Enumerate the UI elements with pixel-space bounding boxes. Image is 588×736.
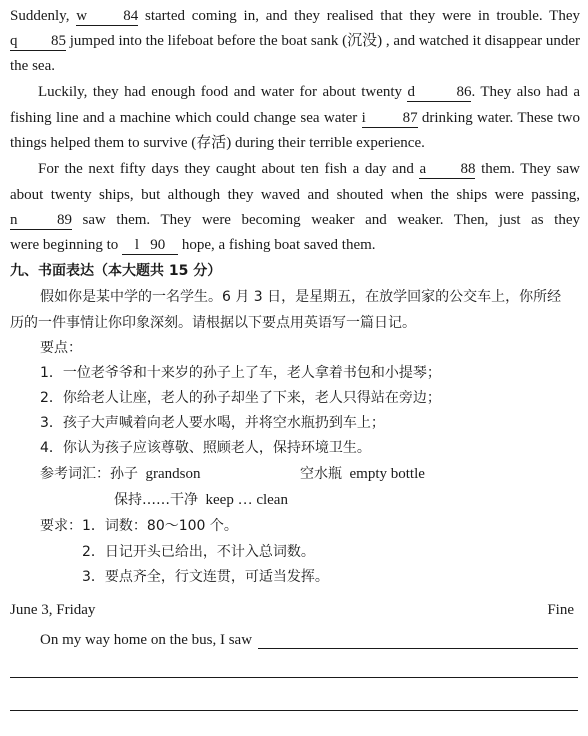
writing-line[interactable] [10, 710, 578, 711]
diary-opening: On my way home on the bus, I saw [40, 632, 253, 648]
prompt-line-1: 假如你是某中学的一名学生。6 月 3 日，是星期五，在放学回家的公交车上，你所经 [40, 289, 562, 305]
writing-line[interactable] [258, 648, 578, 649]
point-item: 1．一位老爷爷和十来岁的孙子上了车，老人拿着书包和小提琴； [40, 365, 441, 381]
blank-85[interactable]: q 85 [10, 33, 66, 49]
points-label: 要点： [40, 340, 82, 356]
requirement-item: 3．要点齐全，行文连贯，可适当发挥。 [82, 569, 329, 585]
requirement-item: 要求：1．词数：80～100 个。 [40, 518, 238, 534]
passage-line-1: Suddenly, w 84 started coming in, and they realised that they were in trouble. They [10, 8, 580, 24]
diary-weather: Fine [547, 602, 574, 618]
blank-84[interactable]: w 84 [76, 8, 139, 24]
writing-line[interactable] [10, 677, 578, 678]
point-item: 2．你给老人让座，老人的孙子却坐了下来，老人只得站在旁边； [40, 390, 441, 406]
blank-88[interactable]: a 88 [419, 161, 476, 177]
blank-86[interactable]: d 86 [407, 84, 472, 100]
passage-line-8: about twenty ships, but although they waved and shouted when the ships were passing, [10, 187, 580, 203]
passage-line-2: q 85 jumped into the lifeboat before the boat sank (沉没) , and watched it disappear under [10, 33, 580, 49]
prompt-line-2: 历的一件事情让你印象深刻。请根据以下要点用英语写一篇日记。 [10, 315, 416, 331]
passage-line-7: For the next fifty days they caught about ten fish a day and a 88 them. They saw [38, 161, 580, 177]
passage-line-10: were beginning to l 90 hope, a fishing boat saved them. [10, 237, 376, 253]
blank-89[interactable]: n 89 [10, 212, 72, 228]
diary-date: June 3, Friday [10, 602, 96, 618]
requirement-item: 2．日记开头已给出，不计入总词数。 [82, 544, 315, 560]
vocab-item-2: 空水瓶 empty bottle [300, 466, 425, 482]
vocab-item-3: 保持……干净 keep … clean [114, 492, 288, 508]
point-item: 3．孩子大声喊着向老人要水喝，并将空水瓶扔到车上； [40, 415, 385, 431]
section-title: 九、书面表达（本大题共 15 分） [10, 263, 222, 279]
passage-line-3: the sea. [10, 58, 55, 74]
passage-line-5: fishing line and a machine which could change sea water i 87 drinking water. These two [10, 110, 581, 126]
point-item: 4．你认为孩子应该尊敬、照顾老人，保持环境卫生。 [40, 440, 371, 456]
blank-90[interactable]: l 90 [122, 237, 178, 255]
passage-line-9: n 89 saw them. They were becoming weaker and weaker. Then, just as they [10, 212, 580, 228]
passage-line-6: things helped them to survive (存活) during their terrible experience. [10, 135, 425, 151]
passage-line-4: Luckily, they had enough food and water for about twenty d 86. They also had a [38, 84, 580, 100]
vocab-row-1: 参考词汇：孙子 grandson [40, 466, 201, 482]
blank-87[interactable]: i 87 [361, 110, 418, 126]
